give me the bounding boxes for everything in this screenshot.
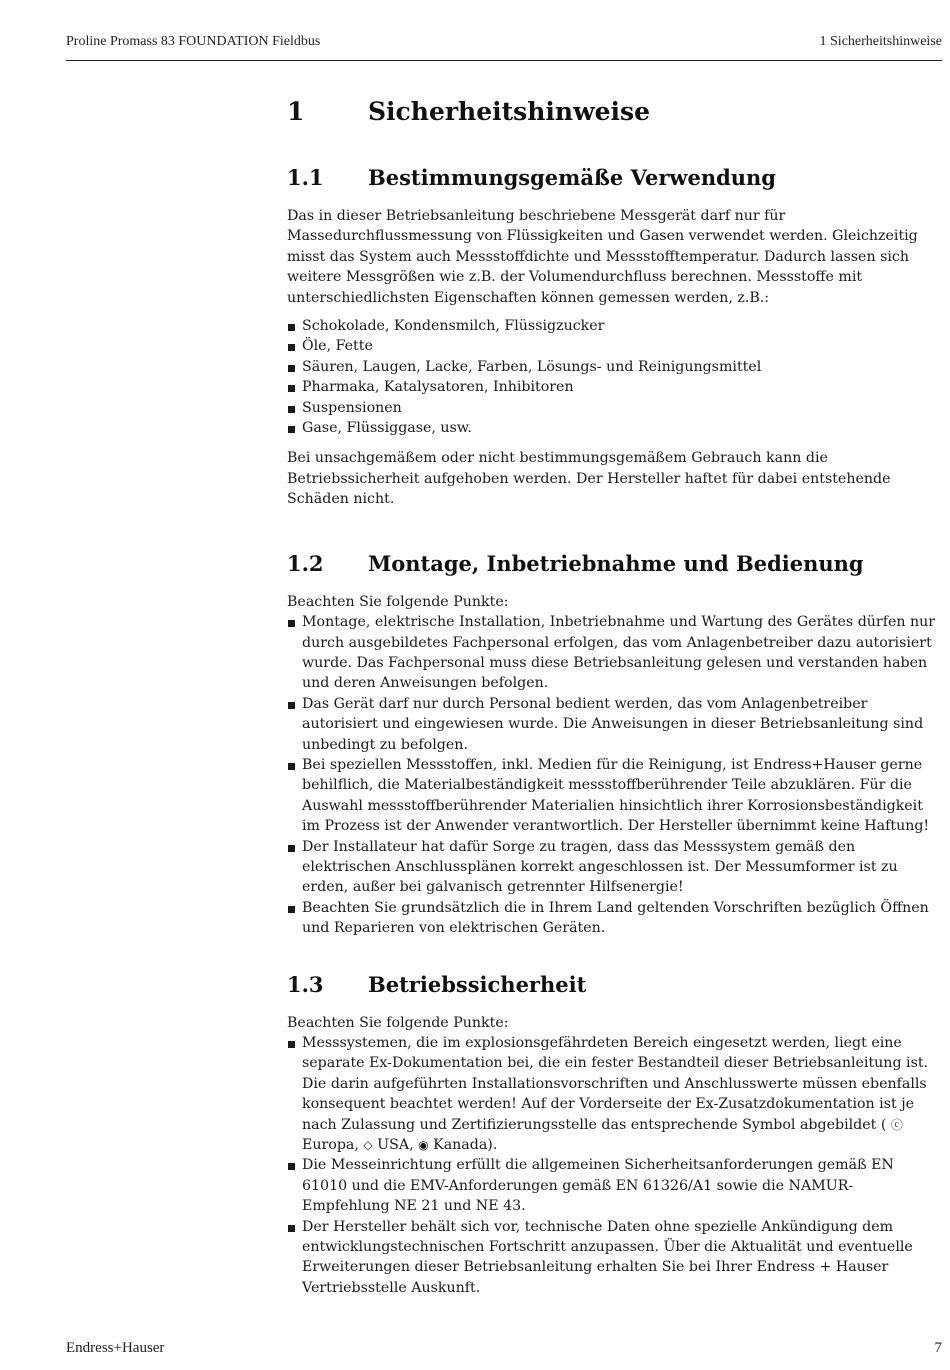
list-item: Öle, Fette [287, 336, 940, 356]
list-item: Der Hersteller behält sich vor, technische Daten ohne spezielle Ankündigung dem entwicklungstechnischen Fortschritt anzupassen. Über die Aktualität und eventuelle Erweiterungen dieser Betriebsanleitung erhalten Sie bei Ihrer Endress + Hauser Vertriebsstelle Auskunft. [287, 1217, 940, 1299]
section-heading-1-3 [287, 969, 940, 1001]
page-number: 7 [934, 1340, 942, 1356]
paragraph: Bei unsachgemäßem oder nicht bestimmungsgemäßem Gebrauch kann die Betriebssicherheit aufgehoben werden. Der Hersteller haftet für dabei entstehende Schäden nicht. [287, 450, 891, 508]
brand-name: Endress+Hauser [66, 1340, 165, 1356]
list-item: Das Gerät darf nur durch Personal bedient werden, das vom Anlagenbetreiber autorisiert und eingewiesen wurde. Die Anweisungen in dieser Betriebsanleitung sind unbedingt zu befolgen. [287, 694, 940, 755]
symbol-label-canada: Kanada). [433, 1137, 498, 1154]
section-title: Bestimmungsgemäße Verwendung [368, 165, 776, 190]
list-item: Bei speziellen Messstoffen, inkl. Medien für die Reinigung, ist Endress+Hauser gerne behilflich, die Materialbeständigkeit messstoffberührender Teile abzuklären. Für die Auswahl messstoffberührender Materialien hinsichtlich ihrer Korrosionsbeständigkeit im Prozess ist der Anwender verantwortlich. Der Hersteller übernimmt keine Haftung! [287, 755, 940, 837]
bullet-list [287, 612, 940, 939]
chapter-label: 1 Sicherheitshinweise [819, 34, 942, 49]
list-item: Säuren, Laugen, Lacke, Farben, Lösungs- und Reinigungsmittel [287, 357, 940, 377]
bullet-list [287, 316, 940, 438]
section-title: Montage, Inbetriebnahme und Bedienung [368, 550, 864, 576]
list-item: Gase, Flüssiggase, usw. [287, 418, 940, 438]
spacer [287, 438, 940, 448]
symbol-label-europe: Europa, [302, 1137, 359, 1154]
ex-symbol-icon: ⓒ [890, 1117, 903, 1132]
list-item: Die Messeinrichtung erfüllt die allgemeinen Sicherheitsanforderungen gemäß EN 61010 und die EMV-Anforderungen gemäß EN 61326/A1 sowie die NAMUR-Empfehlung NE 21 und NE 43. [287, 1155, 940, 1216]
chapter-title: Sicherheitshinweise [368, 97, 650, 126]
page-content [287, 92, 940, 1298]
fm-symbol-icon: ◇ [363, 1138, 373, 1153]
section-number: 1.1 [287, 165, 324, 190]
list-item [287, 1033, 940, 1155]
document-title: Proline Promass 83 FOUNDATION Fieldbus [66, 34, 321, 49]
list-item: Montage, elektrische Installation, Inbetriebnahme und Wartung des Gerätes dürfen nur durch ausgebildetes Fachpersonal erfolgen, das vom Anlagenbetreiber dazu autorisiert wurde. Das Fachpersonal muss diese Betriebsanleitung gelesen und verstanden haben und deren Anweisungen befolgen. [287, 612, 940, 694]
csa-symbol-icon: ◉ [418, 1138, 429, 1153]
list-item-text: Messsystemen, die im explosionsgefährdeten Bereich eingesetzt werden, liegt eine separate Ex-Dokumentation bei, die ein fester Bestandteil dieser Betriebsanleitung ist. Die darin aufgeführten Installationsvorschriften und Anschlusswerte müssen ebenfalls konsequent beachtet werden! Auf der Vorderseite der Ex-Zusatzdokumentation ist je nach Zulassung und Zertifizierungsstelle das entsprechende Symbol abgebildet ( [302, 1035, 929, 1133]
spacer [287, 518, 940, 548]
section-heading-1-1 [287, 162, 940, 194]
list-item: Suspensionen [287, 398, 940, 418]
section-title: Betriebssicherheit [368, 971, 587, 997]
paragraph: Beachten Sie folgende Punkte: [287, 1014, 509, 1031]
list-item: Pharmaka, Katalysatoren, Inhibitoren [287, 377, 940, 397]
list-item: Beachten Sie grundsätzlich die in Ihrem Land geltenden Vorschriften bezüglich Öffnen und Reparieren von elektrischen Geräten. [287, 898, 940, 939]
section-number: 1.3 [287, 971, 324, 997]
section-number: 1.2 [287, 550, 324, 576]
chapter-number: 1 [287, 97, 305, 126]
section-heading-1-2 [287, 548, 940, 580]
running-header [66, 32, 942, 61]
symbol-label-usa: USA, [377, 1137, 414, 1154]
list-item: Der Installateur hat dafür Sorge zu tragen, dass das Messsystem gemäß den elektrischen Anschlussplänen korrekt angeschlossen ist. Der Messumformer ist zu erden, außer bei galvanisch getrennter Hilfsenergie! [287, 837, 940, 898]
bullet-list [287, 1033, 940, 1298]
spacer [287, 939, 940, 969]
paragraph: Beachten Sie folgende Punkte: [287, 593, 509, 610]
chapter-heading [287, 92, 940, 132]
list-item: Schokolade, Kondensmilch, Flüssigzucker [287, 316, 940, 336]
paragraph: Das in dieser Betriebsanleitung beschriebene Messgerät darf nur für Massedurchflussmessung von Flüssigkeiten und Gasen verwendet werden. Gleichzeitig misst das System auch Messstoffdichte und Messstofftemperatur. Dadurch lassen sich weitere Messgrößen wie z.B. der Volumendurchfluss berechnen. Messstoffe mit unterschiedlichsten Eigenschaften können gemessen werden, z.B.: [287, 208, 918, 306]
